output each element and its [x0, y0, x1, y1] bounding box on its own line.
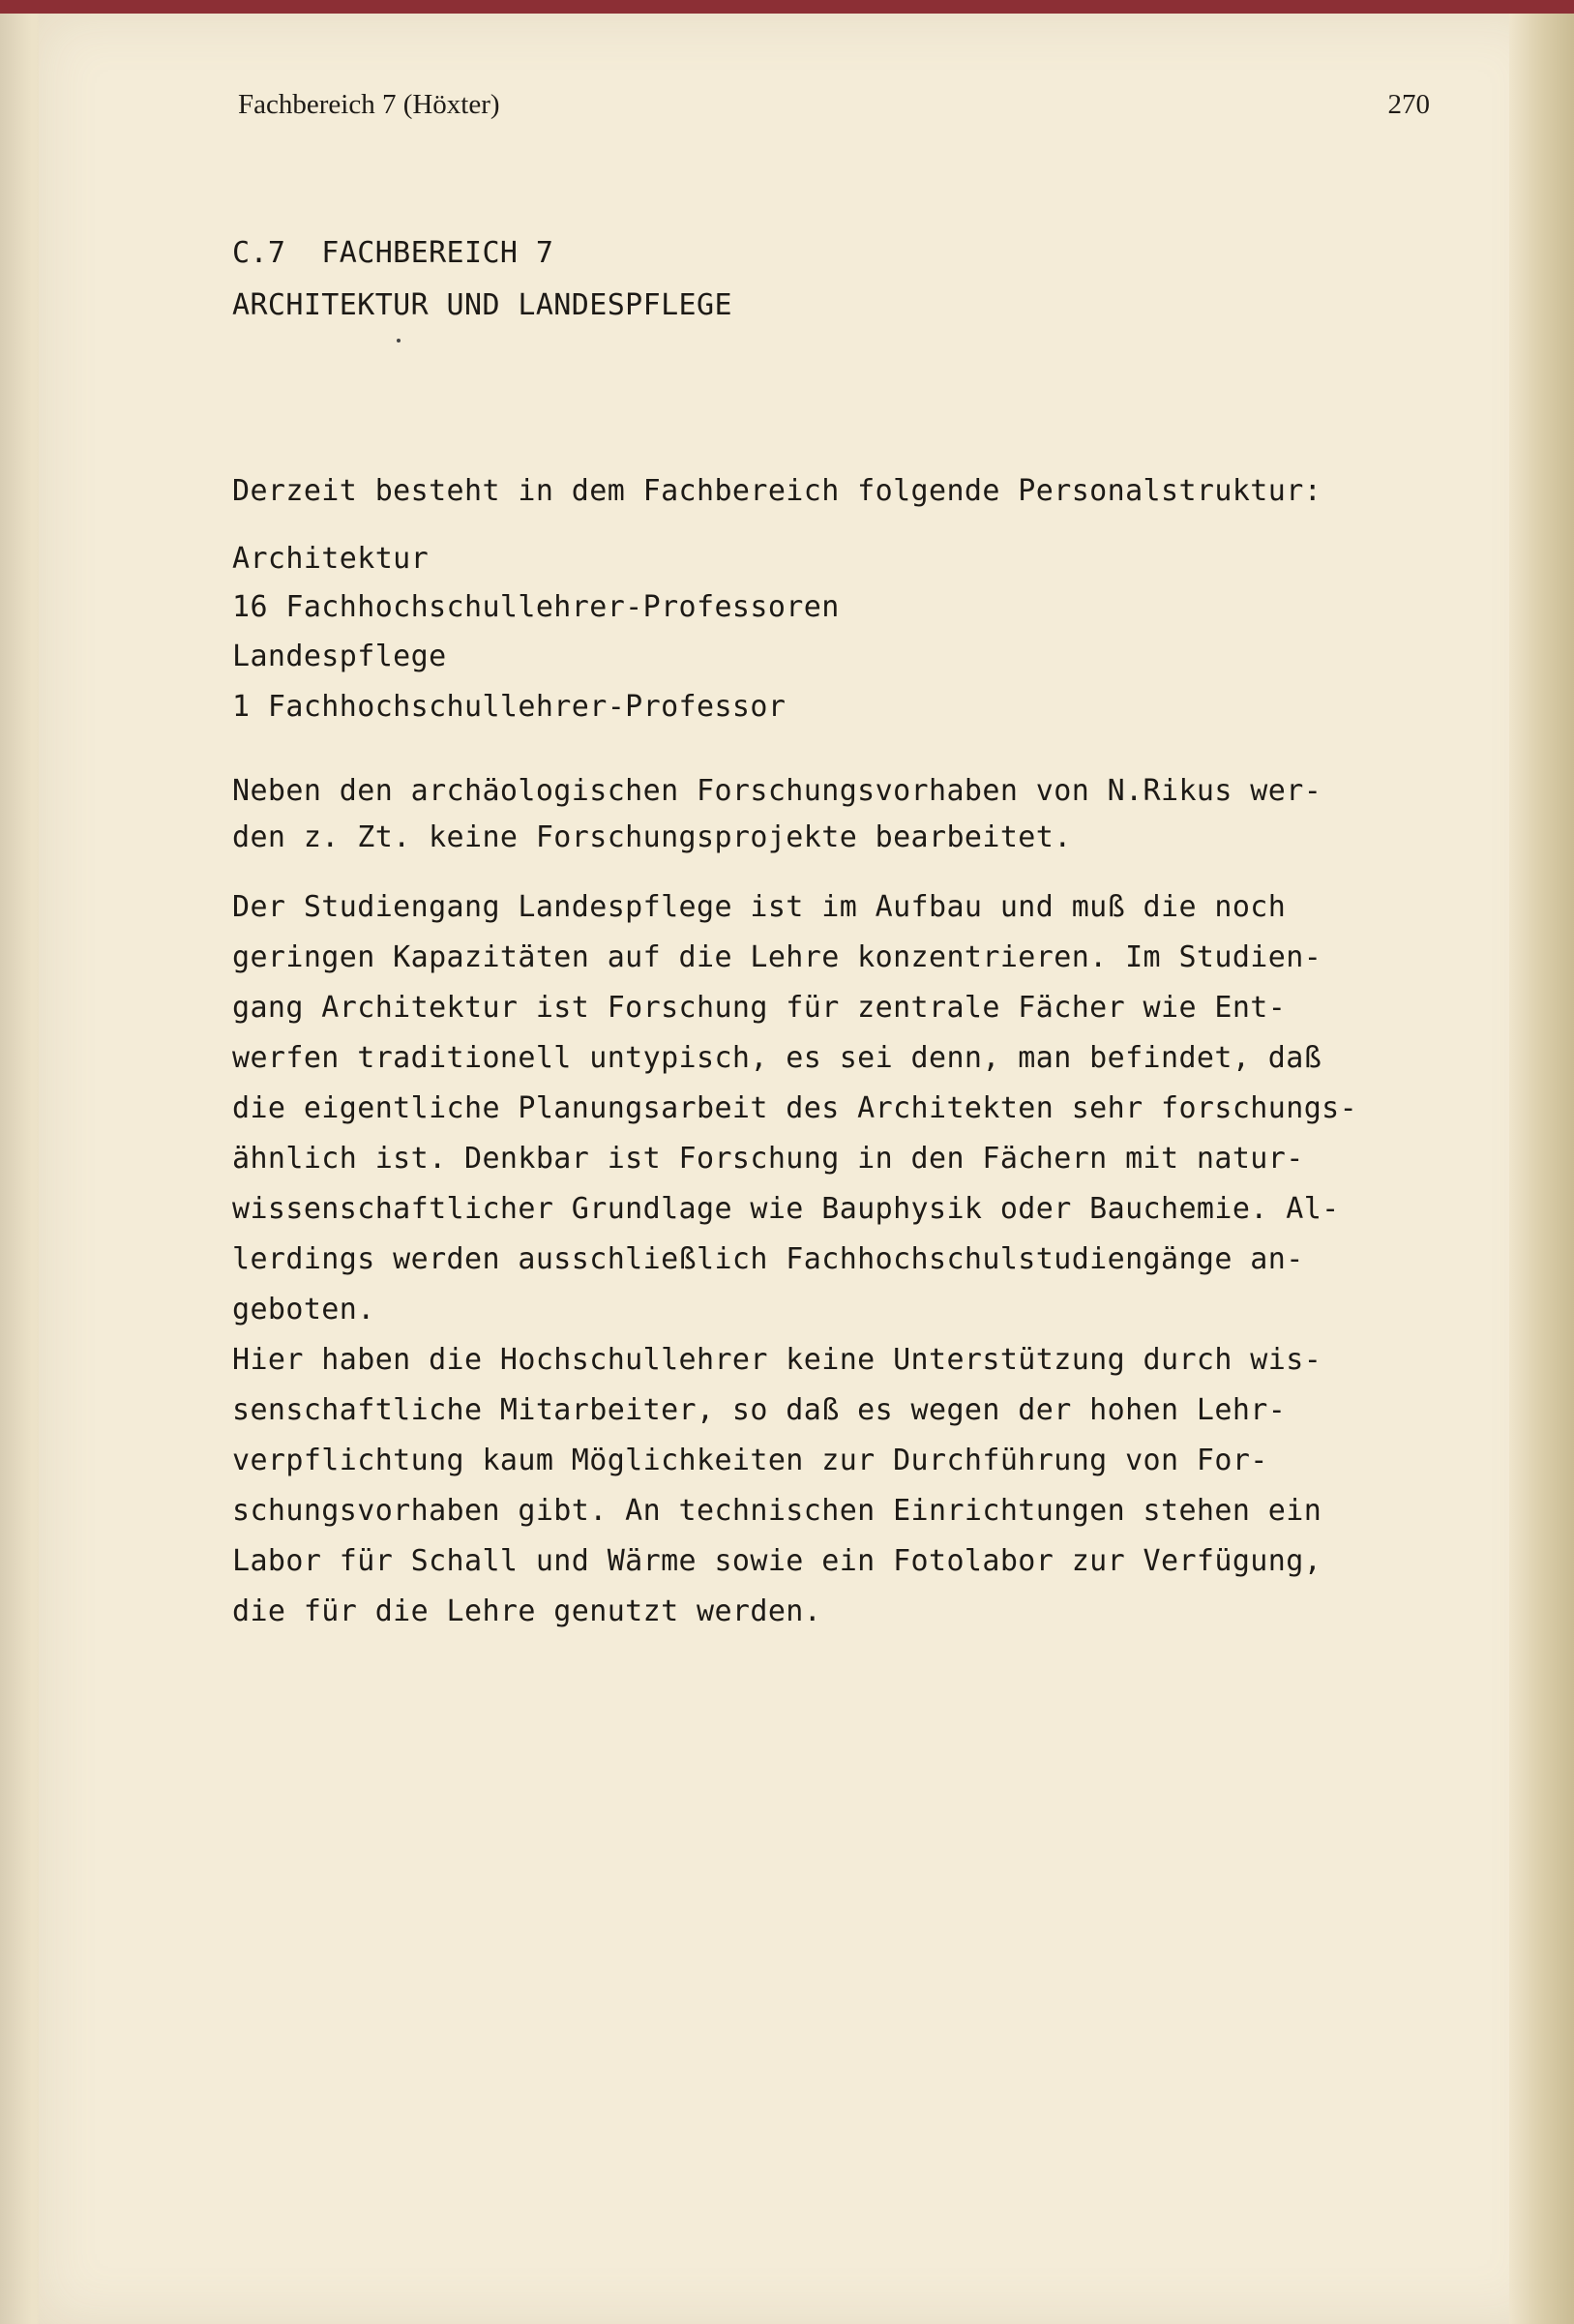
paragraph-line: die eigentliche Planungsarbeit des Architekten sehr forschungs-	[232, 1091, 1358, 1125]
paragraph-line: senschaftliche Mitarbeiter, so daß es wegen der hohen Lehr-	[232, 1393, 1287, 1427]
running-title: Fachbereich 7 (Höxter)	[238, 89, 500, 120]
paragraph-line: schungsvorhaben gibt. An technischen Einrichtungen stehen ein	[232, 1494, 1322, 1528]
paragraph-line: geboten.	[232, 1293, 375, 1326]
paragraph-line: Der Studiengang Landespflege ist im Aufbau und muß die noch	[232, 890, 1287, 924]
paragraph-line: gang Architektur ist Forschung für zentrale Fächer wie Ent-	[232, 991, 1287, 1025]
staff-line: 16 Fachhochschullehrer-Professoren	[232, 590, 840, 624]
stray-mark	[397, 339, 401, 343]
paragraph-line: die für die Lehre genutzt werden.	[232, 1594, 822, 1628]
staff-line: 1 Fachhochschullehrer-Professor	[232, 690, 787, 724]
page-stack-right	[1509, 14, 1574, 2324]
paragraph-line: Labor für Schall und Wärme sowie ein Fotolabor zur Verfügung,	[232, 1544, 1322, 1578]
section-heading-line-2: ARCHITEKTUR UND LANDESPFLEGE	[232, 288, 732, 322]
paragraph-line: Neben den archäologischen Forschungsvorhaben von N.Rikus wer-	[232, 774, 1322, 808]
staff-line: Landespflege	[232, 640, 447, 673]
paragraph-line: Hier haben die Hochschullehrer keine Unterstützung durch wis-	[232, 1343, 1322, 1377]
paragraph-line: lerdings werden ausschließlich Fachhochschulstudiengänge an-	[232, 1242, 1304, 1276]
staff-line: Architektur	[232, 542, 430, 576]
paragraph-line: werfen traditionell untypisch, es sei denn, man befindet, daß	[232, 1041, 1322, 1075]
paragraph-line: wissenschaftlicher Grundlage wie Bauphysik oder Bauchemie. Al-	[232, 1192, 1340, 1226]
paragraph-line: verpflichtung kaum Möglichkeiten zur Durchführung von For-	[232, 1444, 1268, 1477]
paragraph-line: ähnlich ist. Denkbar ist Forschung in den Fächern mit natur-	[232, 1142, 1304, 1176]
page-number: 270	[1387, 89, 1430, 120]
intro-line: Derzeit besteht in dem Fachbereich folgende Personalstruktur:	[232, 474, 1322, 508]
paragraph-line: geringen Kapazitäten auf die Lehre konzentrieren. Im Studien-	[232, 940, 1322, 974]
paragraph-line: den z. Zt. keine Forschungsprojekte bearbeitet.	[232, 820, 1072, 854]
section-heading-line-1: C.7 FACHBEREICH 7	[232, 236, 554, 270]
